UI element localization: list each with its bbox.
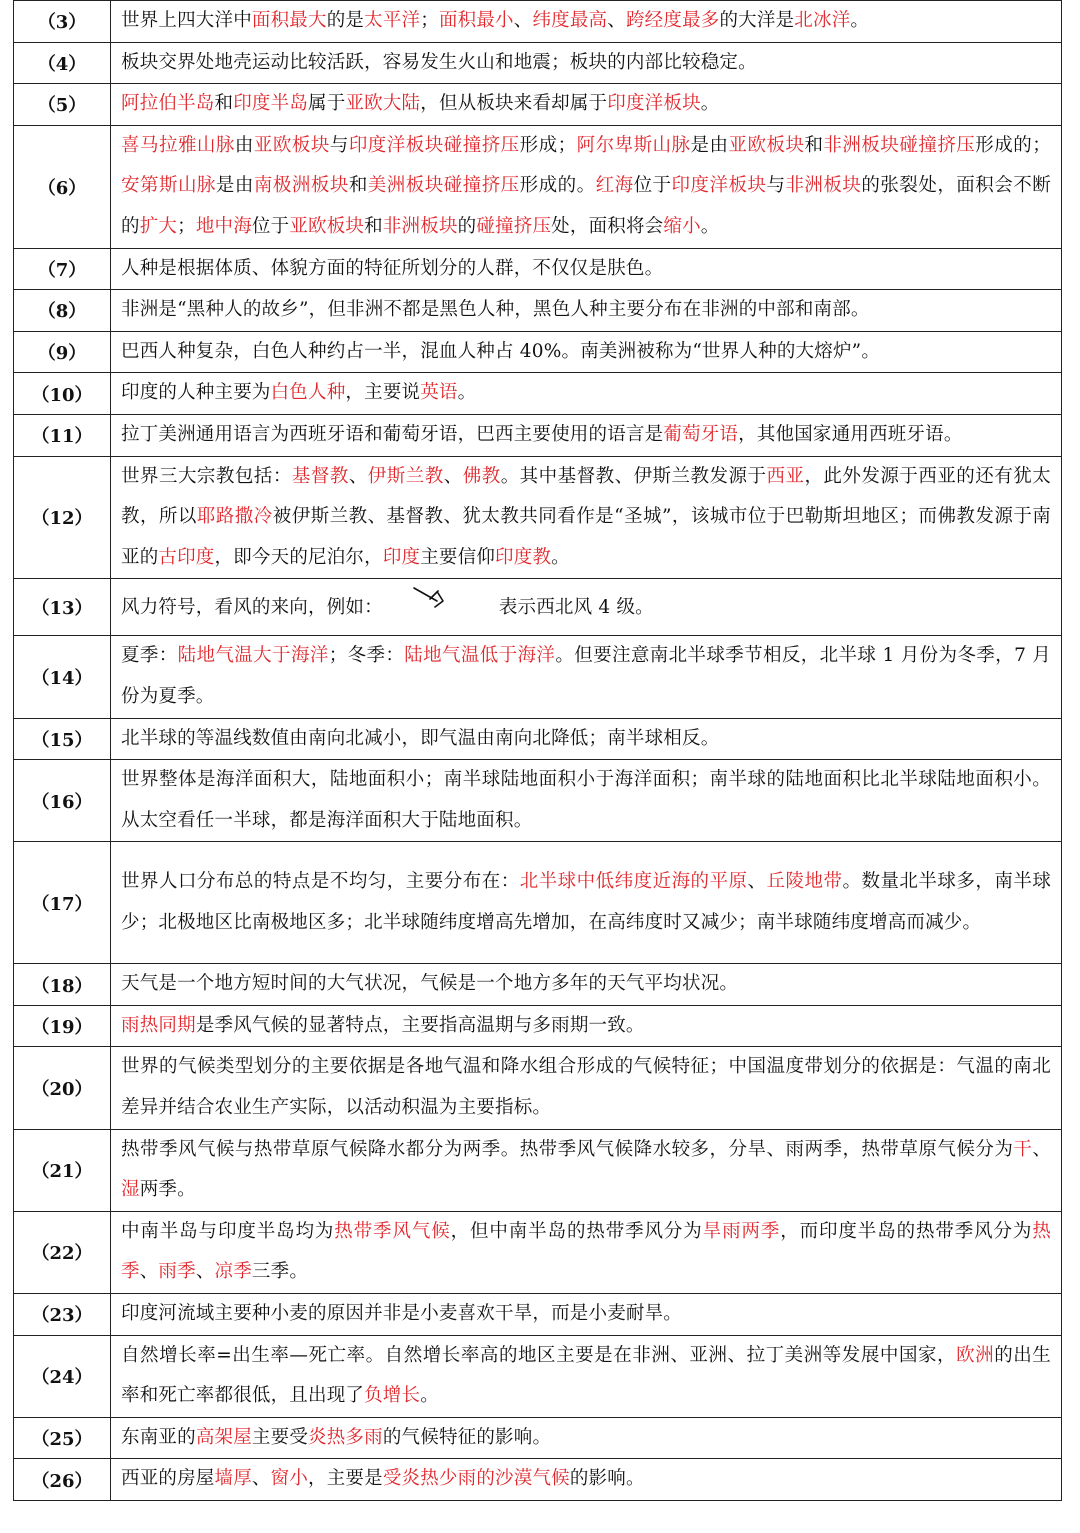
- body-text: 天气是一个地方短时间的大气状况，气候是一个地方多年的天气平均状况。: [121, 973, 739, 995]
- body-text: 。但要注意南北半球季节相反，北半球 1 月份为冬季，7 月份为夏季。: [121, 645, 1051, 707]
- body-text: 的大洋是: [719, 10, 795, 31]
- highlight-term: 北冰洋: [794, 10, 851, 31]
- body-text: 的出生率和死亡率都很低，且出现了: [121, 1344, 1051, 1407]
- highlight-term: 陆地气温大于海洋: [177, 645, 329, 667]
- highlight-term: 面积最小: [438, 10, 514, 31]
- row-text: [111, 84, 1062, 126]
- highlight-term: 古印度: [158, 546, 215, 568]
- row-text: [111, 1129, 1062, 1211]
- body-text: ，但从板块来看却属于: [420, 93, 608, 115]
- body-text: 板块交界处地壳运动比较活跃，容易发生火山和地震；板块的内部比较稳定。: [121, 51, 757, 73]
- highlight-term: 非洲板块碰撞挤压: [823, 134, 976, 156]
- row-number: （19）: [14, 1005, 111, 1047]
- row-number: （24）: [14, 1335, 111, 1417]
- body-text: 。: [850, 10, 870, 31]
- row-text: [111, 1047, 1062, 1129]
- highlight-term: 陆地气温低于海洋: [404, 645, 556, 667]
- body-text: ；: [177, 215, 196, 237]
- highlight-term: 白色人种: [270, 382, 346, 404]
- table-row: [14, 373, 1062, 415]
- body-text: 印度河流域主要种小麦的原因并非是小麦喜欢干旱，而是小麦耐旱。: [121, 1303, 683, 1325]
- highlight-term: 欧洲: [956, 1344, 995, 1366]
- body-text: 、: [348, 465, 368, 487]
- row-text: [111, 125, 1062, 248]
- body-text: 和: [214, 93, 234, 115]
- body-text: 主要受: [251, 1426, 309, 1448]
- body-text: ，其他国家通用西班牙语。: [738, 423, 963, 445]
- body-text: 世界人口分布总的特点是不均匀，主要分布在：: [121, 871, 520, 893]
- row-number: （10）: [14, 373, 111, 415]
- row-number: （26）: [14, 1459, 111, 1501]
- highlight-term: 干: [1013, 1138, 1033, 1160]
- row-number: （15）: [14, 718, 111, 760]
- table-row: [14, 1047, 1062, 1129]
- row-text: [111, 636, 1062, 718]
- highlight-term: 地中海: [195, 215, 252, 237]
- body-text: ，主要说: [345, 382, 421, 404]
- highlight-term: 面积最大: [251, 10, 327, 31]
- table-row: [14, 1335, 1062, 1417]
- row-text: [111, 842, 1062, 964]
- highlight-term: 缩小: [663, 215, 701, 237]
- row-number: （21）: [14, 1129, 111, 1211]
- body-text: 、: [443, 465, 463, 487]
- row-number: （6）: [14, 125, 111, 248]
- table-row: [14, 1005, 1062, 1047]
- body-text: 三季。: [251, 1261, 309, 1283]
- table-row: [14, 1129, 1062, 1211]
- row-number: （13）: [14, 579, 111, 636]
- body-text: 两季。: [139, 1179, 196, 1201]
- body-text: 是由: [690, 134, 729, 156]
- body-text: 世界上四大洋中: [121, 10, 252, 31]
- highlight-term: 雨热同期: [121, 1014, 196, 1036]
- body-text: 属于: [308, 93, 346, 115]
- highlight-term: 耶路撒冷: [196, 506, 273, 528]
- highlight-term: 印度半岛: [233, 93, 309, 115]
- body-text: 。数量北半球多，南半球少；北极地区比南极地区多；北半球随纬度增高先增加，在高纬度时又减少；南半球随纬度增高而减少。: [121, 871, 1052, 933]
- row-number: （9）: [14, 331, 111, 373]
- row-text: [111, 456, 1062, 579]
- body-text: 的影响。: [569, 1468, 645, 1490]
- highlight-term: 亚欧大陆: [345, 93, 421, 115]
- body-text: 、: [139, 1261, 159, 1283]
- row-text: [111, 248, 1062, 290]
- table-row: [14, 760, 1062, 842]
- table-row: [14, 331, 1062, 373]
- row-number: （22）: [14, 1211, 111, 1293]
- body-text: 人种是根据体质、体貌方面的特征所划分的人群，不仅仅是肤色。: [121, 257, 664, 279]
- highlight-term: 印度: [382, 546, 421, 568]
- highlight-term: 热带季风气候: [334, 1220, 451, 1242]
- body-text: 是季风气候的显著特点，主要指高温期与多雨期一致。: [195, 1014, 645, 1036]
- row-text: [111, 373, 1062, 415]
- body-text: 世界整体是海洋面积大，陆地面积小；南半球陆地面积小于海洋面积；南半球的陆地面积比北半球陆地面积小。从太空看任一半球，都是海洋面积大于陆地面积。: [121, 769, 1051, 831]
- body-text: 和: [348, 175, 368, 197]
- highlight-term: 旱雨两季: [702, 1220, 781, 1242]
- highlight-term: 亚欧板块: [289, 215, 365, 237]
- body-text: 位于: [633, 175, 672, 197]
- body-text: 世界三大宗教包括：: [121, 465, 292, 487]
- row-text: [111, 1459, 1062, 1501]
- highlight-term: 雨季: [158, 1261, 196, 1283]
- highlight-term: 亚欧板块: [253, 134, 330, 156]
- highlight-term: 北半球中低纬度近海的平原: [519, 871, 748, 893]
- body-text: 和: [364, 215, 383, 237]
- row-number: （7）: [14, 248, 111, 290]
- body-text: 。: [700, 93, 720, 115]
- body-text: 形成的；: [975, 134, 1051, 156]
- table-row: [14, 1417, 1062, 1459]
- row-number: （12）: [14, 456, 111, 579]
- notes-table: [13, 0, 1062, 1501]
- highlight-term: 丘陵地带: [766, 871, 843, 893]
- highlight-term: 伊斯兰教: [367, 465, 444, 487]
- body-text: 、: [607, 10, 626, 31]
- table-row: [14, 456, 1062, 579]
- row-number: （23）: [14, 1294, 111, 1336]
- highlight-term: 墙厚: [214, 1468, 252, 1490]
- row-number: （11）: [14, 414, 111, 456]
- highlight-term: 美洲板块碰撞挤压: [367, 175, 520, 197]
- body-text: 的气候特征的影响。: [382, 1426, 552, 1448]
- wind-example-tail-text: 表示西北风 4 级。: [498, 596, 654, 618]
- highlight-term: 纬度最高: [532, 10, 608, 31]
- body-text: 中南半岛与印度半岛均为: [121, 1220, 335, 1242]
- table-row: [14, 718, 1062, 760]
- wind-barb-icon: [411, 585, 447, 631]
- row-number: （14）: [14, 636, 111, 718]
- body-text: 热带季风气候与热带草原气候降水都分为两季。热带季风气候降水较多，分旱、雨两季，热带草原气候分为: [121, 1138, 1014, 1160]
- highlight-term: 高架屋: [195, 1426, 252, 1448]
- wind-example-lead-text: 风力符号，看风的来向，例如：: [121, 596, 383, 618]
- table-row: [14, 1211, 1062, 1293]
- table-row: [14, 1294, 1062, 1336]
- highlight-term: 红海: [595, 175, 634, 197]
- row-number: （17）: [14, 842, 111, 964]
- body-text: 与: [766, 175, 786, 197]
- body-text: 的张裂处，面积会不断的: [121, 175, 1051, 237]
- row-text: [111, 290, 1062, 332]
- row-number: （20）: [14, 1047, 111, 1129]
- body-text: 巴西人种复杂，白色人种约占一半，混血人种占 40%。南美洲被称为“世界人种的大熔炉”。: [121, 340, 881, 362]
- row-text: [111, 1335, 1062, 1417]
- row-number: （16）: [14, 760, 111, 842]
- body-text: ，而印度半岛的热带季风分为: [780, 1220, 1033, 1242]
- table-row: [14, 42, 1062, 84]
- body-text: 世界的气候类型划分的主要依据是各地气温和降水组合形成的气候特征；中国温度带划分的依据是：气温的南北差异并结合农业生产实际，以活动积温为主要指标。: [121, 1056, 1051, 1119]
- body-text: ，即今天的尼泊尔，: [214, 546, 383, 568]
- highlight-term: 印度教: [495, 546, 552, 568]
- body-text: ，此外发源于西亚的还有犹太教，所以: [121, 465, 1051, 528]
- body-text: 是由: [215, 175, 254, 197]
- highlight-term: 喜马拉雅山脉: [121, 134, 235, 156]
- body-text: ，但中南半岛的热带季风分为: [450, 1220, 703, 1242]
- highlight-term: 印度洋板块: [607, 93, 701, 115]
- row-number: （3）: [14, 1, 111, 43]
- row-text: [111, 414, 1062, 456]
- table-row: [14, 636, 1062, 718]
- body-text: 、: [747, 871, 767, 893]
- body-text: 。: [700, 215, 720, 237]
- body-text: 形成；: [519, 134, 577, 156]
- table-row: [14, 84, 1062, 126]
- table-row: [14, 290, 1062, 332]
- row-number: （18）: [14, 964, 111, 1006]
- row-number: （5）: [14, 84, 111, 126]
- row-text: [111, 331, 1062, 373]
- body-text: ；: [420, 10, 439, 31]
- highlight-term: 湿: [121, 1179, 140, 1201]
- body-text: 自然增长率=出生率—死亡率。自然增长率高的地区主要是在非洲、亚洲、拉丁美洲等发展中国家，: [121, 1344, 957, 1366]
- highlight-term: 非洲板块: [785, 175, 862, 197]
- highlight-term: 英语: [420, 382, 458, 404]
- body-text: ；冬季：: [328, 645, 405, 667]
- table-row: [14, 1, 1062, 43]
- body-text: ，主要是: [308, 1468, 383, 1490]
- body-text: 的是: [326, 10, 365, 31]
- row-text: [111, 1, 1062, 43]
- row-number: （25）: [14, 1417, 111, 1459]
- highlight-term: 凉季: [214, 1261, 252, 1283]
- highlight-term: 基督教: [291, 465, 349, 487]
- highlight-term: 葡萄牙语: [663, 423, 739, 445]
- row-text: [111, 1005, 1062, 1047]
- body-text: 的: [457, 215, 477, 237]
- highlight-term: 阿尔卑斯山脉: [576, 134, 691, 156]
- table-row: [14, 1459, 1062, 1501]
- body-text: 由: [234, 134, 254, 156]
- highlight-term: 太平洋: [364, 10, 421, 31]
- body-text: 。: [457, 382, 477, 404]
- body-text: 西亚的房屋: [121, 1468, 215, 1490]
- highlight-term: 窗小: [270, 1468, 309, 1490]
- body-text: 拉丁美洲通用语言为西班牙语和葡萄牙语，巴西主要使用的语言是: [121, 423, 664, 445]
- table-row: [14, 964, 1062, 1006]
- notes-table-body: [14, 1, 1062, 1501]
- highlight-term: 扩大: [139, 215, 178, 237]
- body-text: 夏季：: [121, 645, 178, 667]
- body-text: 。其中基督教、伊斯兰教发源于: [500, 465, 767, 487]
- highlight-term: 印度洋板块碰撞挤压: [348, 134, 520, 156]
- body-text: 主要信仰: [420, 546, 496, 568]
- highlight-term: 负增长: [364, 1385, 421, 1407]
- body-text: 北半球的等温线数值由南向北减小，即气温由南向北降低；南半球相反。: [121, 727, 720, 749]
- body-text: 与: [329, 134, 349, 156]
- body-text: 和: [804, 134, 824, 156]
- highlight-term: 跨经度最多: [625, 10, 720, 31]
- highlight-term: 热季: [121, 1220, 1052, 1283]
- row-text: [111, 718, 1062, 760]
- table-row: [14, 414, 1062, 456]
- body-text: 东南亚的: [121, 1426, 196, 1448]
- row-text: [111, 42, 1062, 84]
- table-row: [14, 125, 1062, 248]
- highlight-term: 碰撞挤压: [476, 215, 552, 237]
- highlight-term: 安第斯山脉: [121, 175, 216, 197]
- highlight-term: 炎热多雨: [308, 1426, 383, 1448]
- highlight-term: 非洲板块: [382, 215, 458, 237]
- body-text: 。: [420, 1385, 439, 1407]
- body-text: 非洲是“黑种人的故乡”，但非洲不都是黑色人种，黑色人种主要分布在非洲的中部和南部。: [121, 299, 870, 321]
- row-text: [111, 1211, 1062, 1293]
- body-text: 、: [513, 10, 533, 31]
- body-text: 。: [551, 546, 570, 568]
- body-text: 印度的人种主要为: [121, 382, 271, 404]
- highlight-term: 阿拉伯半岛: [121, 93, 215, 115]
- table-row: [14, 579, 1062, 636]
- highlight-term: 受炎热少雨的沙漠气候: [382, 1468, 570, 1490]
- body-text: 、: [195, 1261, 215, 1283]
- highlight-term: 亚欧板块: [728, 134, 805, 156]
- highlight-term: 印度洋板块: [671, 175, 767, 197]
- body-text: 、: [251, 1468, 271, 1490]
- table-row: [14, 248, 1062, 290]
- body-text: 、: [1032, 1138, 1052, 1160]
- highlight-term: 佛教: [462, 465, 501, 487]
- highlight-term: 南极洲板块: [253, 175, 349, 197]
- row-text: [111, 579, 1062, 636]
- table-row: [14, 842, 1062, 964]
- row-text: [111, 1417, 1062, 1459]
- highlight-term: 西亚: [766, 465, 805, 487]
- row-number: （4）: [14, 42, 111, 84]
- body-text: 位于: [251, 215, 290, 237]
- body-text: 处，面积将会: [551, 215, 664, 237]
- body-text: 被伊斯兰教、基督教、犹太教共同看作是“圣城”，该城市位于巴勒斯坦地区；而佛教发源于南亚的: [121, 506, 1051, 568]
- row-text: [111, 760, 1062, 842]
- row-text: [111, 964, 1062, 1006]
- row-text: [111, 1294, 1062, 1336]
- row-number: （8）: [14, 290, 111, 332]
- body-text: 形成的。: [519, 175, 596, 197]
